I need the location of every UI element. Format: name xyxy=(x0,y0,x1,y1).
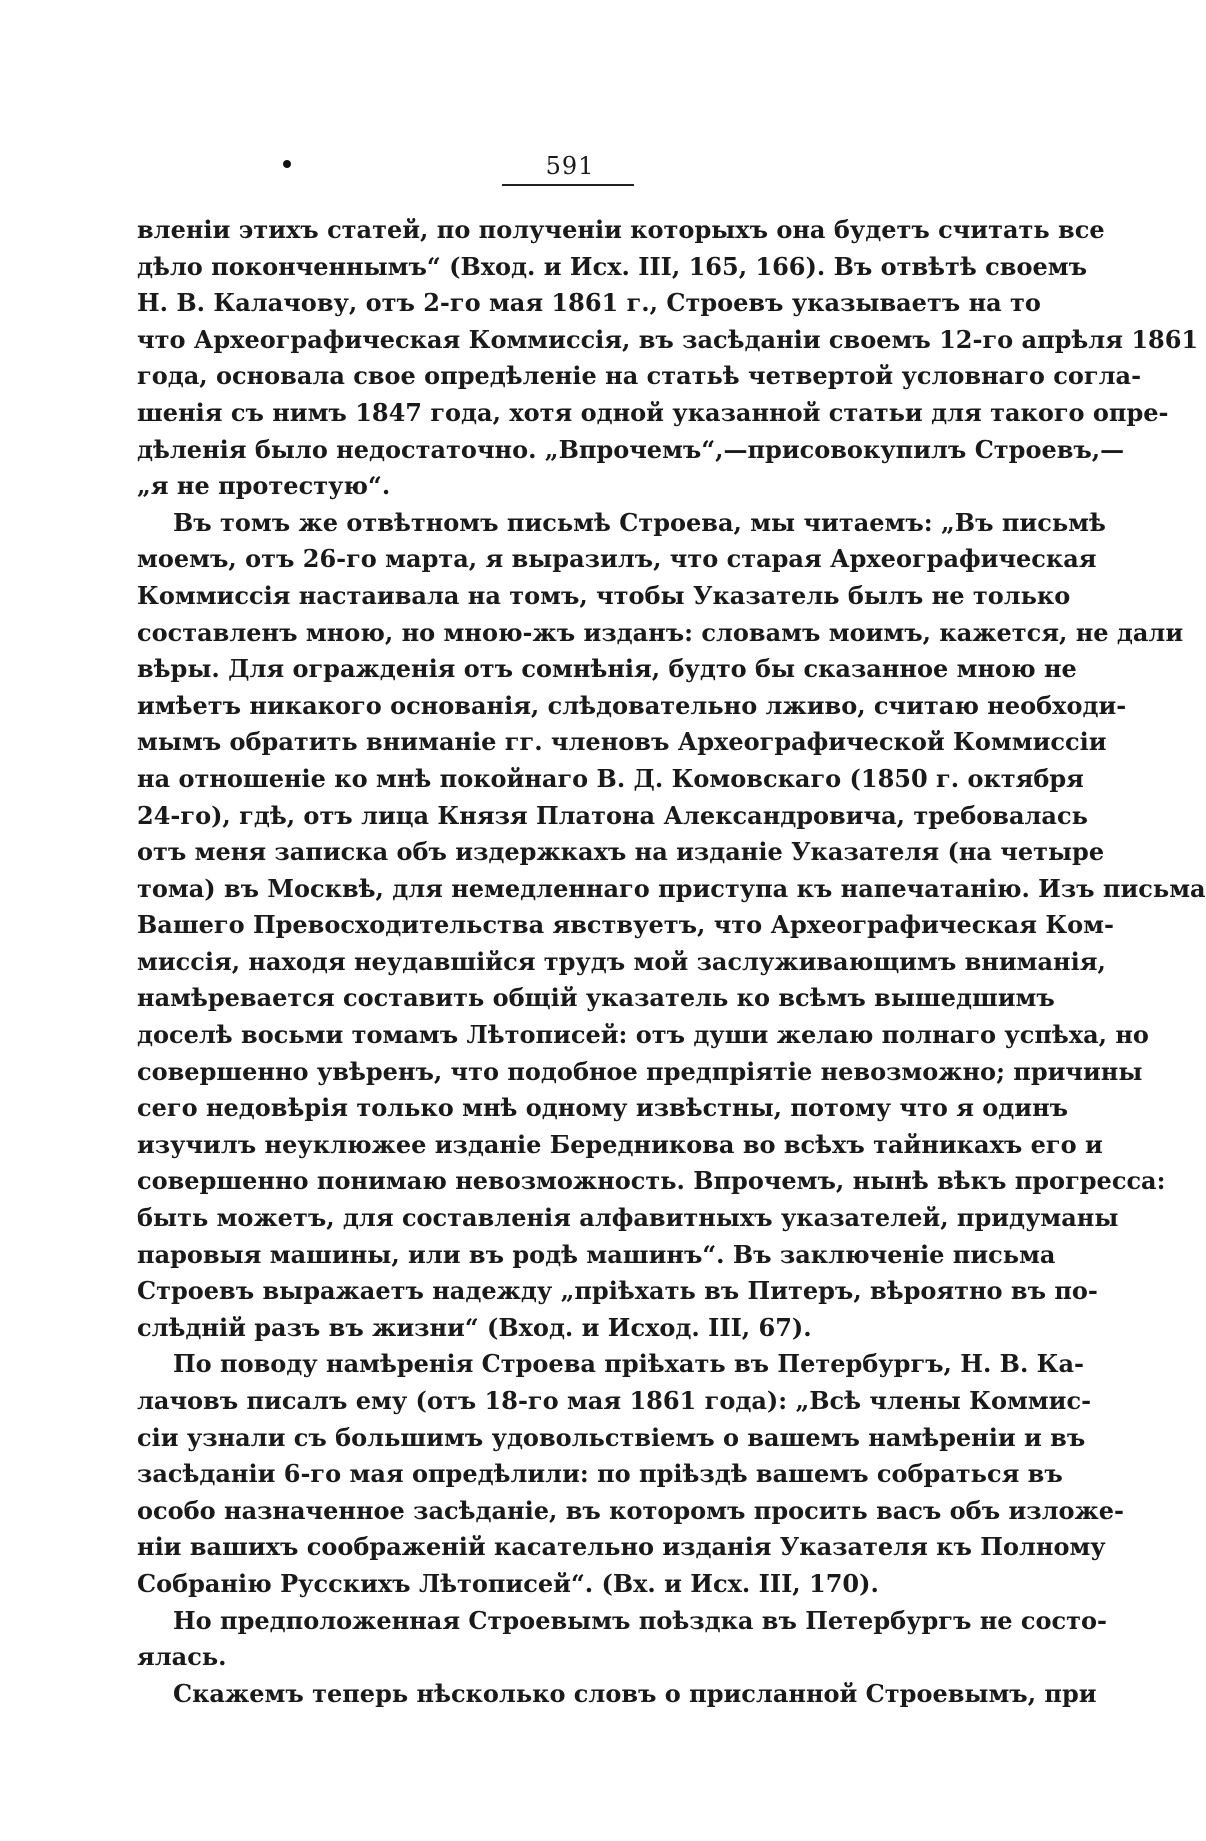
text-line: слѣднiй разъ въ жизни“ (Вход. и Исход. III, 67). xyxy=(137,1312,812,1342)
body-text xyxy=(137,212,1206,1712)
text-line: миссiя, находя неудавшiйся трудъ мой заслуживающимъ вниманiя, xyxy=(137,946,1106,976)
text-line: совершенно понимаю невозможность. Впрочемъ, нынѣ вѣкъ прогресса: xyxy=(137,1166,1166,1196)
text-line: тома) въ Москвѣ, для немедленнаго приступа къ напечатанiю. Изъ письма xyxy=(137,873,1206,903)
text-line: дѣло поконченнымъ“ (Вход. и Исх. III, 165, 166). Въ отвѣтѣ своемъ xyxy=(137,251,1087,281)
text-line: Коммиссiя настаивала на томъ, чтобы Указатель былъ не только xyxy=(137,580,1071,610)
text-line: быть можетъ, для составленiя алфавитныхъ указателей, придуманы xyxy=(137,1203,1119,1233)
text-line: Въ томъ же отвѣтномъ письмѣ Строева, мы читаемъ: „Въ письмѣ xyxy=(173,507,1106,537)
text-line: Вашего Превосходительства явствуетъ, что Археографическая Ком- xyxy=(137,910,1114,940)
text-line: что Археографическая Коммиссiя, въ засѣданiи своемъ 12-го апрѣля 1861 xyxy=(137,324,1199,354)
text-line: моемъ, отъ 26-го марта, я выразилъ, что старая Археографическая xyxy=(137,544,1097,574)
page-number: 591 xyxy=(545,152,595,180)
text-line: вѣры. Для огражденiя отъ сомнѣнiя, будто бы сказанное мною не xyxy=(137,654,1077,684)
text-line: составленъ мною, но мною-жъ изданъ: словамъ моимъ, кажется, не дали xyxy=(137,617,1184,647)
text-line: нiи вашихъ соображенiй касательно изданiя Указателя къ Полному xyxy=(137,1532,1106,1562)
text-line: лачовъ писалъ ему (отъ 18-го мая 1861 года): „Всѣ члены Коммис- xyxy=(137,1386,1092,1415)
text-line: сего недовѣрiя только мнѣ одному извѣстны, потому что я одинъ xyxy=(137,1093,1069,1123)
text-line: 24-го), гдѣ, отъ лица Князя Платона Александровича, требовалась xyxy=(137,800,1088,830)
page-number-rule xyxy=(502,184,634,186)
text-line: имѣетъ никакого основанiя, слѣдовательно лживо, считаю необходи- xyxy=(137,690,1127,720)
text-line: шенiя съ нимъ 1847 года, хотя одной указанной статьи для такого опре- xyxy=(137,397,1169,427)
text-line: вленiи этихъ статей, по полученiи которыхъ она будетъ считать все xyxy=(137,215,1105,244)
text-line: Собранiю Русскихъ Лѣтописей“. (Вх. и Исх. III, 170). xyxy=(137,1568,879,1598)
text-line: Скажемъ теперь нѣсколько словъ о присланной Строевымъ, при xyxy=(173,1678,1097,1708)
text-line: По поводу намѣренiя Строева прiѣхать въ Петербургъ, Н. В. Ка- xyxy=(173,1349,1084,1379)
text-line: сiи узнали съ большимъ удовольствiемъ о вашемъ намѣренiи и въ xyxy=(137,1422,1086,1452)
text-line: мымъ обратить вниманiе гг. членовъ Археографической Коммиссiи xyxy=(137,727,1107,757)
text-line: дѣленiя было недостаточно. „Впрочемъ“,—присовокупилъ Строевъ,— xyxy=(137,434,1125,464)
text-line: засѣданiи 6-го мая опредѣлили: по прiѣздѣ вашемъ собраться въ xyxy=(137,1459,1063,1489)
text-line: паровыя машины, или въ родѣ машинъ“. Въ заключенiе письма xyxy=(137,1239,1056,1269)
text-line: изучилъ неуклюжее изданiе Бередникова во всѣхъ тайникахъ его и xyxy=(137,1129,1103,1159)
text-line: Н. В. Калачову, отъ 2-го мая 1861 г., Строевъ указываетъ на то xyxy=(137,288,1041,318)
text-line: отъ меня записка объ издержкахъ на изданiе Указателя (на четыре xyxy=(137,837,1105,867)
text-line: „я не протестую“. xyxy=(137,471,391,501)
text-line: на отношенiе ко мнѣ покойнаго В. Д. Комовскаго (1850 г. октября xyxy=(137,763,1084,793)
text-line: года, основала свое опредѣленiе на статьѣ четвертой условнаго согла- xyxy=(137,361,1142,391)
text-line: совершенно увѣренъ, что подобное предпрiятiе невозможно; причины xyxy=(137,1056,1143,1086)
text-line: ялась. xyxy=(137,1642,227,1672)
text-line: особо назначенное засѣданiе, въ которомъ просить васъ объ изложе- xyxy=(137,1495,1124,1525)
text-line: Строевъ выражаетъ надежду „прiѣхать въ Питеръ, вѣроятно въ по- xyxy=(137,1276,1098,1306)
text-line: Но предположенная Строевымъ поѣздка въ Петербургъ не состо- xyxy=(173,1605,1107,1635)
text-line: доселѣ восьми томамъ Лѣтописей: отъ души желаю полнаго успѣха, но xyxy=(137,1020,1149,1050)
text-line: намѣревается составить общiй указатель ко всѣмъ вышедшимъ xyxy=(137,983,1055,1013)
